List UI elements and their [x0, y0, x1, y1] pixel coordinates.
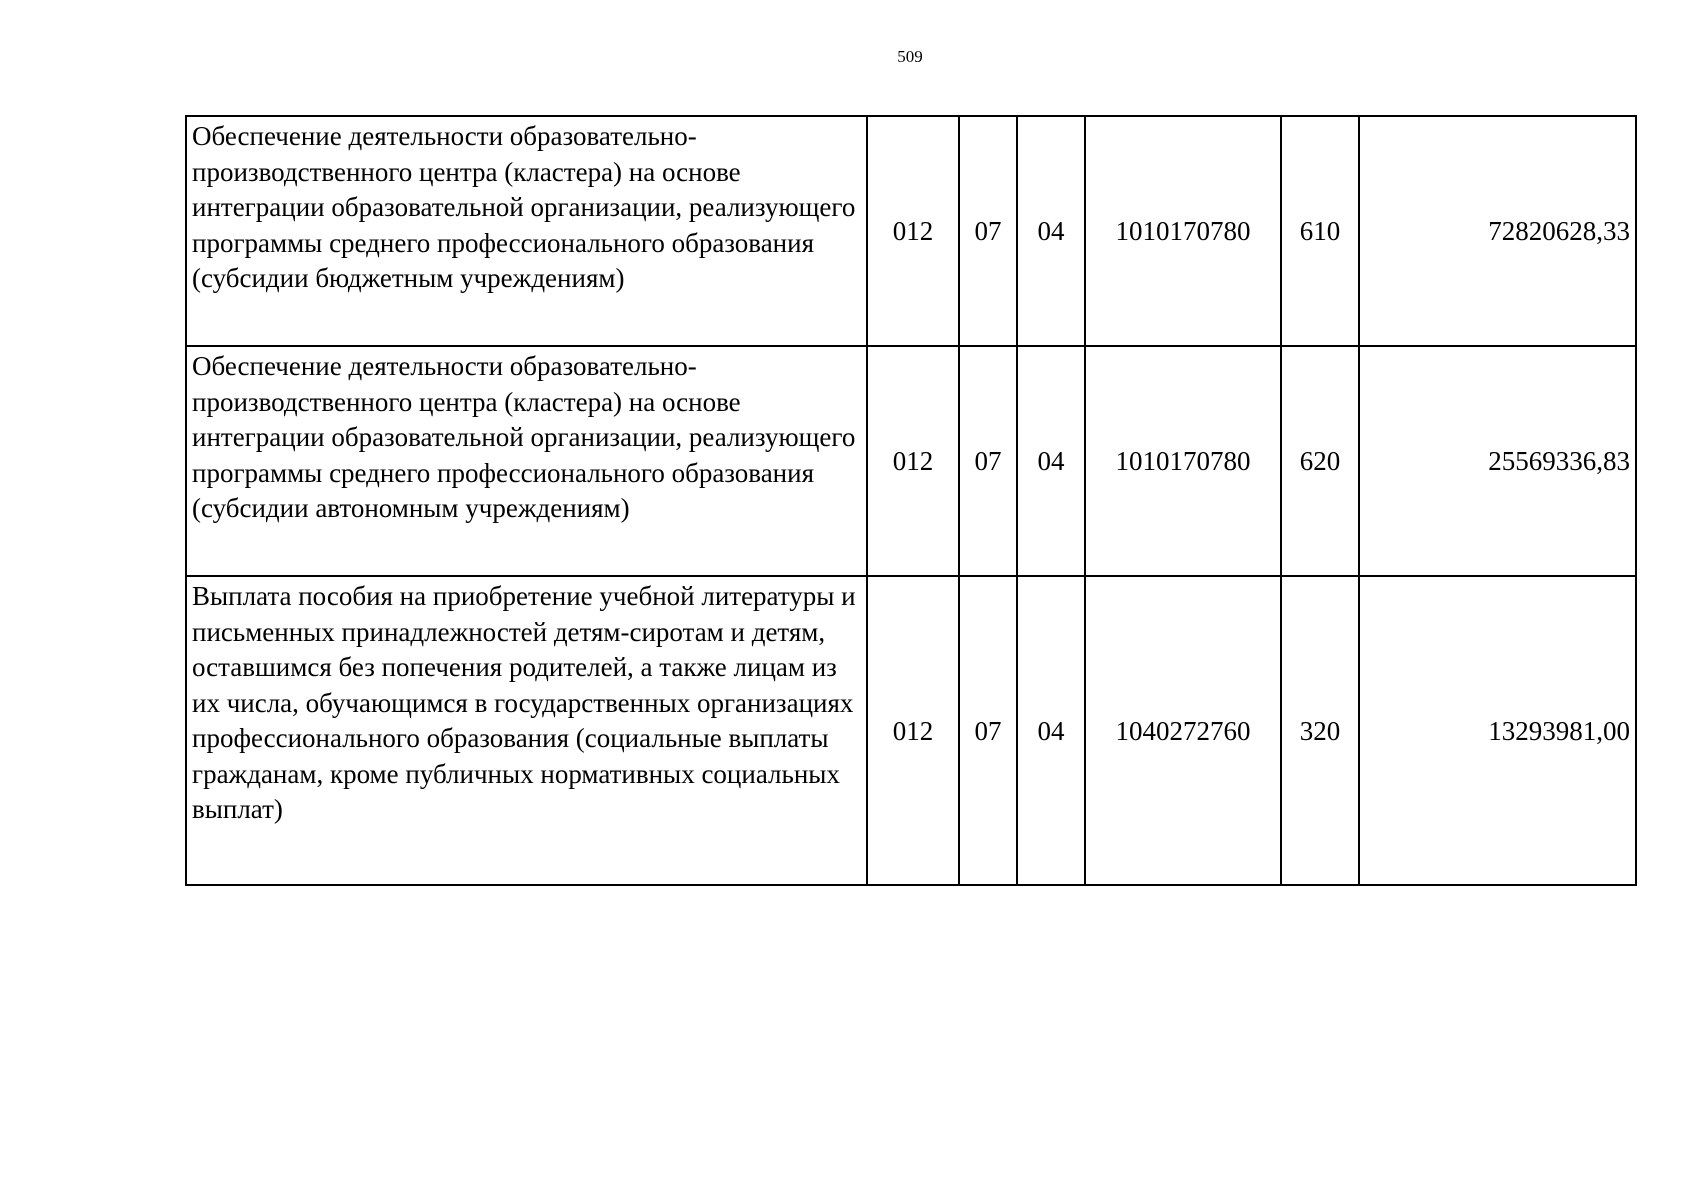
- target-article-code: 1040272760: [1085, 576, 1281, 885]
- section-code: 07: [959, 576, 1017, 885]
- row-description: Обеспечение деятельности образовательно-производственного центра (кластера) на основе интеграции образовательной организации, реализующего программы среднего профессионального образования (субсидии автономным учреждениям): [186, 346, 867, 576]
- subsection-code: 04: [1017, 116, 1085, 346]
- subsection-code: 04: [1017, 346, 1085, 576]
- row-description: Обеспечение деятельности образовательно-производственного центра (кластера) на основе интеграции образовательной организации, реализующего программы среднего профессионального образования (субсидии бюджетным учреждениям): [186, 116, 867, 346]
- ministry-code: 012: [867, 346, 959, 576]
- table-row: [186, 116, 1636, 346]
- amount: 25569336,83: [1359, 346, 1636, 576]
- expense-type-code: 620: [1281, 346, 1359, 576]
- target-article-code: 1010170780: [1085, 346, 1281, 576]
- table-row: [186, 576, 1636, 885]
- amount: 72820628,33: [1359, 116, 1636, 346]
- subsection-code: 04: [1017, 576, 1085, 885]
- ministry-code: 012: [867, 116, 959, 346]
- expense-type-code: 320: [1281, 576, 1359, 885]
- section-code: 07: [959, 346, 1017, 576]
- amount: 13293981,00: [1359, 576, 1636, 885]
- section-code: 07: [959, 116, 1017, 346]
- table-row: [186, 346, 1636, 576]
- target-article-code: 1010170780: [1085, 116, 1281, 346]
- budget-table: [185, 115, 1637, 886]
- ministry-code: 012: [867, 576, 959, 885]
- page-number: 509: [897, 47, 923, 66]
- expense-type-code: 610: [1281, 116, 1359, 346]
- row-description: Выплата пособия на приобретение учебной литературы и письменных принадлежностей детям-сиротам и детям, оставшимся без попечения родителей, а также лицам из их числа, обучающимся в государственных организациях профессионального образования (социальные выплаты гражданам, кроме публичных нормативных социальных выплат): [186, 576, 867, 885]
